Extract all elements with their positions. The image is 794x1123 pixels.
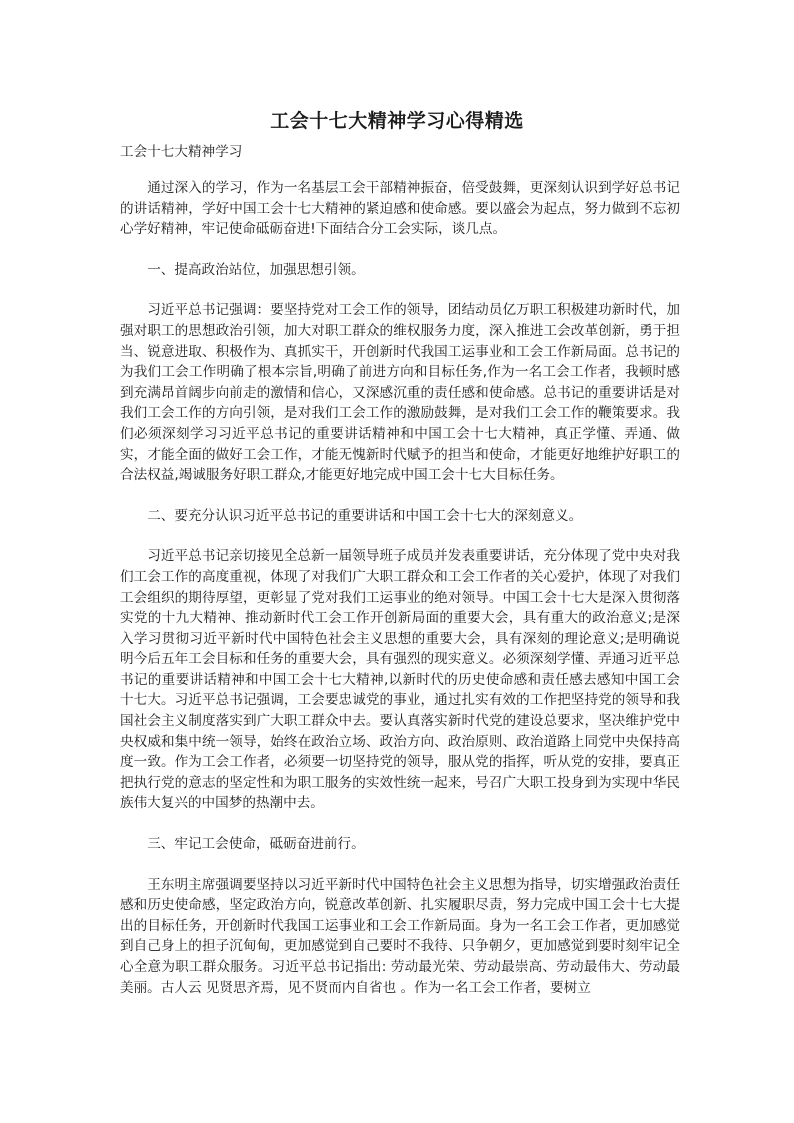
document-body (120, 178, 680, 1018)
document-title: 工会十七大精神学习心得精选 (270, 110, 524, 132)
section-heading-2: 二、要充分认识习近平总书记的重要讲话和中国工会十七大的深刻意义。 (147, 507, 583, 524)
document-subtitle: 工会十七大精神学习 (120, 144, 243, 160)
section-heading-3: 三、牢记工会使命，砥砺奋进前行。 (147, 836, 365, 853)
section-1-paragraph: 习近平总书记强调：要坚持党对工会工作的领导，团结动员亿万职工积极建功新时代，加强对职工的思想政治引领，加大对职工群众的维权服务力度，深入推进工会改革创新，勇于担当、锐意进取、积极作为、真抓实干，开创新时代我国工运事业和工会工作新局面。总书记的为我们工会工作明确了根本宗旨,明确了前进方向和目标任务,作为一名工会工作者，我顿时感到充满昂首阔步向前走的激情和信心，又深感沉重的责任感和使命感。总书记的重要讲话是对我们工会工作的方向引领，是对我们工会工作的激励鼓舞，是对我们工会工作的鞭策要求。我们必须深刻学习习近平总书记的重要讲话精神和中国工会十七大精神，真正学懂、弄通、做实，才能全面的做好工会工作，才能无愧新时代赋予的担当和使命，才能更好地维护好职工的合法权益,竭诚服务好职工群众,才能更好地完成中国工会十七大目标任务。 (120, 302, 680, 484)
section-3-paragraph: 王东明主席强调要坚持以习近平新时代中国特色社会主义思想为指导，切实增强政治责任感和历史使命感，坚定政治方向，锐意改革创新、扎实履职尽责，努力完成中国工会十七大提出的目标任务，开创新时代我国工运事业和工会工作新局面。身为一名工会工作者，更加感觉到自己身上的担子沉甸甸，更加感觉到自己要时不我待、只争朝夕，更加感觉到要时刻牢记全心全意为职工群众服务。习近平总书记指出: 劳动最光荣、劳动最崇高、劳动最伟大、劳动最美丽。古人云 见贤思齐焉，见不贤而内自省也 。作为一名工会工作者，要树立 (120, 876, 680, 996)
intro-paragraph: 通过深入的学习，作为一名基层工会干部精神振奋，倍受鼓舞，更深刻认识到学好总书记的讲话精神，学好中国工会十七大精神的紧迫感和使命感。要以盛会为起点，努力做到不忘初心学好精神，牢记使命砥砺奋进!下面结合分工会实际，谈几点。 (120, 180, 680, 238)
section-2-paragraph: 习近平总书记亲切接见全总新一届领导班子成员并发表重要讲话，充分体现了党中央对我们工会工作的高度重视，体现了对我们广大职工群众和工会工作者的关心爱护，体现了对我们工会组织的期待厚望，更彰显了党对我们工运事业的绝对领导。中国工会十七大是深入贯彻落实党的十九大精神、推动新时代工会工作开创新局面的重要大会，具有重大的政治意义;是深入学习贯彻习近平新时代中国特色社会主义思想的重要大会，具有深刻的理论意义;是明确说明今后五年工会目标和任务的重要大会，具有强烈的现实意义。必须深刻学懂、弄通习近平总书记的重要讲话精神和中国工会十七大精神,以新时代的历史使命感和责任感去感知中国工会十七大。习近平总书记强调，工会要忠诚党的事业，通过扎实有效的工作把坚持党的领导和我国社会主义制度落实到广大职工群众中去。要认真落实新时代党的建设总要求，坚决维护党中央权威和集中统一领导，始终在政治立场、政治方向、政治原则、政治道路上同党中央保持高度一致。作为工会工作者，必须要一切坚持党的领导，服从党的指挥，听从党的安排，要真正把执行党的意志的坚定性和为职工服务的实效性统一起来，号召广大职工投身到为实现中华民族伟大复兴的中国梦的热潮中去。 (120, 548, 680, 812)
section-heading-1: 一、提高政治站位，加强思想引领。 (147, 261, 365, 278)
